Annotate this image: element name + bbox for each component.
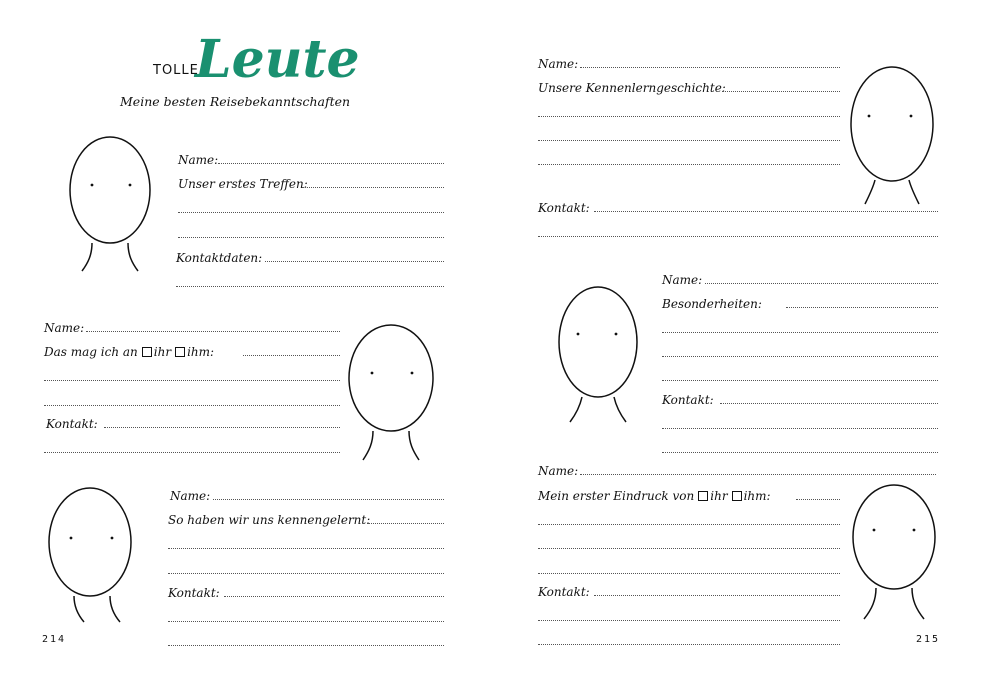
write-line[interactable] bbox=[538, 164, 840, 165]
write-line[interactable] bbox=[662, 380, 938, 381]
write-line[interactable] bbox=[178, 237, 444, 238]
contact-label: Kontakt: bbox=[46, 417, 98, 431]
write-line[interactable] bbox=[662, 332, 938, 333]
write-line[interactable] bbox=[168, 621, 444, 622]
page-number: 214 bbox=[42, 634, 67, 645]
name-label: Name: bbox=[538, 57, 579, 71]
write-line[interactable] bbox=[662, 356, 938, 357]
name-line[interactable] bbox=[580, 67, 840, 68]
prompt-label: So haben wir uns kennengelernt: bbox=[168, 513, 371, 527]
prompt-label: Unsere Kennenlerngeschichte: bbox=[538, 81, 726, 95]
write-line[interactable] bbox=[662, 452, 938, 453]
prompt-line[interactable] bbox=[722, 91, 840, 92]
write-line[interactable] bbox=[168, 645, 444, 646]
write-line[interactable] bbox=[538, 116, 840, 117]
face-outline-icon bbox=[848, 481, 940, 623]
contact-label: Kontaktdaten: bbox=[176, 251, 263, 265]
prompt-line[interactable] bbox=[796, 499, 840, 500]
prompt-label bbox=[538, 489, 771, 503]
contact-line[interactable] bbox=[265, 261, 444, 262]
name-label: Name: bbox=[178, 153, 219, 167]
name-line[interactable] bbox=[213, 499, 444, 500]
write-line[interactable] bbox=[538, 236, 938, 237]
write-line[interactable] bbox=[176, 286, 444, 287]
checkbox-her[interactable] bbox=[698, 491, 708, 501]
contact-label: Kontakt: bbox=[538, 585, 590, 599]
name-line[interactable] bbox=[218, 163, 444, 164]
face-outline-icon bbox=[66, 133, 156, 273]
contact-line[interactable] bbox=[224, 596, 444, 597]
page-number: 215 bbox=[916, 634, 941, 645]
option-her-label: ihr bbox=[153, 345, 172, 359]
write-line[interactable] bbox=[662, 428, 938, 429]
write-line[interactable] bbox=[538, 524, 840, 525]
prompt-label: Unser erstes Treffen: bbox=[178, 177, 308, 191]
page-subtitle: Meine besten Reisebekanntschaften bbox=[120, 94, 351, 109]
prompt-text: Mein erster Eindruck von bbox=[538, 489, 695, 503]
write-line[interactable] bbox=[178, 212, 444, 213]
checkbox-him[interactable] bbox=[732, 491, 742, 501]
face-outline-icon bbox=[554, 284, 644, 426]
name-line[interactable] bbox=[705, 283, 938, 284]
prompt-text: Das mag ich an bbox=[44, 345, 138, 359]
contact-line[interactable] bbox=[720, 403, 938, 404]
contact-label: Kontakt: bbox=[168, 586, 220, 600]
name-label: Name: bbox=[44, 321, 85, 335]
checkbox-her[interactable] bbox=[142, 347, 152, 357]
option-him-label: ihm: bbox=[743, 489, 771, 503]
contact-line[interactable] bbox=[594, 595, 840, 596]
prompt-line[interactable] bbox=[243, 355, 340, 356]
write-line[interactable] bbox=[538, 620, 840, 621]
option-her-label: ihr bbox=[710, 489, 728, 503]
prompt-label bbox=[44, 345, 214, 359]
face-outline-icon bbox=[46, 486, 136, 626]
name-line[interactable] bbox=[86, 331, 340, 332]
title-kicker: TOLLE bbox=[153, 63, 199, 78]
contact-label: Kontakt: bbox=[662, 393, 714, 407]
write-line[interactable] bbox=[168, 548, 444, 549]
write-line[interactable] bbox=[538, 140, 840, 141]
option-him-label: ihm: bbox=[187, 345, 215, 359]
prompt-line[interactable] bbox=[368, 523, 444, 524]
write-line[interactable] bbox=[44, 405, 340, 406]
prompt-line[interactable] bbox=[786, 307, 938, 308]
name-label: Name: bbox=[662, 273, 703, 287]
prompt-label: Besonderheiten: bbox=[662, 297, 762, 311]
write-line[interactable] bbox=[538, 573, 840, 574]
face-outline-icon bbox=[847, 64, 939, 206]
contact-label: Kontakt: bbox=[538, 201, 590, 215]
write-line[interactable] bbox=[168, 573, 444, 574]
name-label: Name: bbox=[170, 489, 211, 503]
checkbox-him[interactable] bbox=[175, 347, 185, 357]
write-line[interactable] bbox=[538, 548, 840, 549]
write-line[interactable] bbox=[538, 644, 840, 645]
contact-line[interactable] bbox=[594, 211, 938, 212]
contact-line[interactable] bbox=[104, 427, 340, 428]
name-label: Name: bbox=[538, 464, 579, 478]
page-title: Leute bbox=[195, 29, 360, 90]
write-line[interactable] bbox=[44, 452, 340, 453]
name-line[interactable] bbox=[580, 474, 936, 475]
prompt-line[interactable] bbox=[302, 187, 444, 188]
write-line[interactable] bbox=[44, 380, 340, 381]
face-outline-icon bbox=[345, 322, 437, 464]
